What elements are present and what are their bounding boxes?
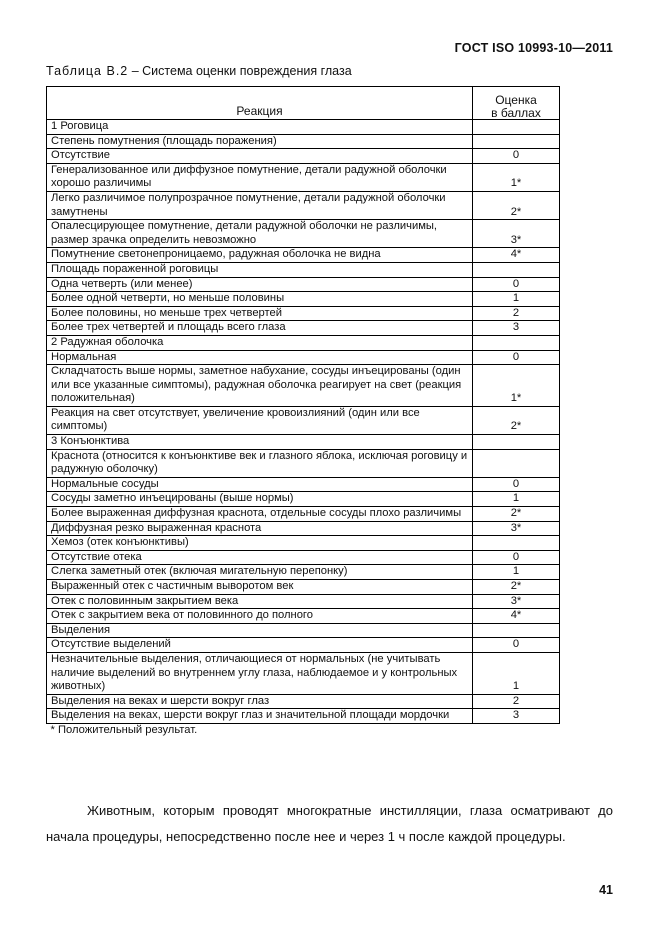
score-cell: 3 <box>473 709 560 724</box>
reaction-cell: Более выраженная диффузная краснота, отдельные сосуды плохо различимы <box>47 507 473 522</box>
score-cell: 0 <box>473 477 560 492</box>
score-cell: 4* <box>473 609 560 624</box>
table-row <box>47 694 560 709</box>
subsection-title: Краснота (относится к конъюнктиве век и глазного яблока, исключая роговицу и радужную оболочку) <box>47 449 473 477</box>
score-cell: 3* <box>473 220 560 248</box>
subsection-title: Выделения <box>47 623 473 638</box>
header-score-line2: в баллах <box>491 105 541 120</box>
score-cell: 2* <box>473 191 560 219</box>
table-row <box>47 321 560 336</box>
score-cell: 2* <box>473 580 560 595</box>
subsection-title: Хемоз (отек конъюнктивы) <box>47 536 473 551</box>
table-row <box>47 652 560 694</box>
table-row <box>47 521 560 536</box>
score-cell: 2* <box>473 406 560 434</box>
table-header-row <box>47 87 560 120</box>
score-cell: 0 <box>473 550 560 565</box>
table-row <box>47 435 560 450</box>
score-cell <box>473 134 560 149</box>
table-row <box>47 277 560 292</box>
reaction-cell: Выделения на веках, шерсти вокруг глаз и значительной площади мордочки <box>47 709 473 724</box>
footnote: * Положительный результат. <box>47 723 560 737</box>
score-cell <box>473 335 560 350</box>
reaction-cell: Отсутствие выделений <box>47 638 473 653</box>
table-row <box>47 580 560 595</box>
table-row <box>47 191 560 219</box>
page-number: 41 <box>599 883 613 897</box>
header-score-line1: Оценка <box>495 93 537 107</box>
score-cell: 4* <box>473 248 560 263</box>
score-cell <box>473 120 560 135</box>
score-cell: 0 <box>473 277 560 292</box>
reaction-cell: Складчатость выше нормы, заметное набухание, сосуды инъецированы (один или все указанные симптомы), радужная оболочка реагирует на свет (реакция положительная) <box>47 365 473 407</box>
table-row <box>47 163 560 191</box>
reaction-cell: Сосуды заметно инъецированы (выше нормы) <box>47 492 473 507</box>
reaction-cell: Более одной четверти, но меньше половины <box>47 292 473 307</box>
reaction-cell: Более половины, но меньше трех четвертей <box>47 306 473 321</box>
score-cell: 3* <box>473 594 560 609</box>
reaction-cell: Легко различимое полупрозрачное помутнение, детали радужной оболочки замутнены <box>47 191 473 219</box>
reaction-cell: Отсутствие отека <box>47 550 473 565</box>
score-cell <box>473 435 560 450</box>
table-row <box>47 449 560 477</box>
score-cell: 0 <box>473 350 560 365</box>
score-cell: 1 <box>473 492 560 507</box>
table-row <box>47 149 560 164</box>
table-row <box>47 365 560 407</box>
table-row <box>47 134 560 149</box>
reaction-cell: Одна четверть (или менее) <box>47 277 473 292</box>
score-cell: 2 <box>473 306 560 321</box>
table-row <box>47 638 560 653</box>
reaction-cell: Реакция на свет отсутствует, увеличение кровоизлияний (один или все симптомы) <box>47 406 473 434</box>
header-reaction: Реакция <box>47 87 473 120</box>
reaction-cell: Отек с половинным закрытием века <box>47 594 473 609</box>
score-cell: 0 <box>473 638 560 653</box>
table-row <box>47 623 560 638</box>
table-row <box>47 262 560 277</box>
table-row <box>47 492 560 507</box>
table-row <box>47 477 560 492</box>
table-row <box>47 335 560 350</box>
score-cell: 1 <box>473 652 560 694</box>
caption-label: Таблица В.2 <box>46 64 129 78</box>
score-cell: 1 <box>473 292 560 307</box>
body-paragraph: Животным, которым проводят многократные инстилляции, глаза осматривают до начала процедуры, непосредственно после нее и через 1 ч после каждой процедуры. <box>46 803 613 844</box>
score-cell: 3* <box>473 521 560 536</box>
reaction-cell: Опалесцирующее помутнение, детали радужной оболочки не различимы, размер зрачка определить невозможно <box>47 220 473 248</box>
score-cell: 0 <box>473 149 560 164</box>
table-row <box>47 120 560 135</box>
caption-title: Система оценки повреждения глаза <box>142 64 352 78</box>
subsection-title: Степень помутнения (площадь поражения) <box>47 134 473 149</box>
reaction-cell: Нормальные сосуды <box>47 477 473 492</box>
table-row <box>47 609 560 624</box>
score-cell: 1* <box>473 163 560 191</box>
reaction-cell: Слегка заметный отек (включая мигательную перепонку) <box>47 565 473 580</box>
table-row <box>47 350 560 365</box>
table-row <box>47 220 560 248</box>
reaction-cell: Более трех четвертей и площадь всего глаза <box>47 321 473 336</box>
table-row <box>47 565 560 580</box>
table-body <box>47 120 560 724</box>
table-row <box>47 406 560 434</box>
standard-header: ГОСТ ISO 10993-10—2011 <box>454 41 613 55</box>
score-cell <box>473 262 560 277</box>
reaction-cell: Выраженный отек с частичным выворотом век <box>47 580 473 595</box>
score-cell <box>473 536 560 551</box>
reaction-cell: Выделения на веках и шерсти вокруг глаз <box>47 694 473 709</box>
table-row <box>47 507 560 522</box>
eye-damage-table <box>46 86 560 738</box>
score-cell <box>473 623 560 638</box>
table-row <box>47 292 560 307</box>
reaction-cell: Отсутствие <box>47 149 473 164</box>
section-title: 2 Радужная оболочка <box>47 335 473 350</box>
table-caption <box>46 64 352 78</box>
table-row <box>47 306 560 321</box>
score-cell: 1 <box>473 565 560 580</box>
section-title: 3 Конъюнктива <box>47 435 473 450</box>
table-row <box>47 550 560 565</box>
section-title: 1 Роговица <box>47 120 473 135</box>
table-row <box>47 536 560 551</box>
reaction-cell: Генерализованное или диффузное помутнение, детали радужной оболочки хорошо различимы <box>47 163 473 191</box>
subsection-title: Площадь пораженной роговицы <box>47 262 473 277</box>
table-row <box>47 709 560 724</box>
caption-dash: – <box>128 64 143 78</box>
footnote-row <box>47 723 560 737</box>
reaction-cell: Незначительные выделения, отличающиеся от нормальных (не учитывать наличие выделений во внутреннем углу глаза, наблюдаемое и у контрольных животных) <box>47 652 473 694</box>
score-cell: 1* <box>473 365 560 407</box>
header-score <box>473 87 560 120</box>
score-cell <box>473 449 560 477</box>
table-row <box>47 594 560 609</box>
reaction-cell: Нормальная <box>47 350 473 365</box>
table-row <box>47 248 560 263</box>
reaction-cell: Помутнение светонепроницаемо, радужная оболочка не видна <box>47 248 473 263</box>
score-cell: 2* <box>473 507 560 522</box>
score-cell: 2 <box>473 694 560 709</box>
reaction-cell: Диффузная резко выраженная краснота <box>47 521 473 536</box>
score-cell: 3 <box>473 321 560 336</box>
reaction-cell: Отек с закрытием века от половинного до полного <box>47 609 473 624</box>
